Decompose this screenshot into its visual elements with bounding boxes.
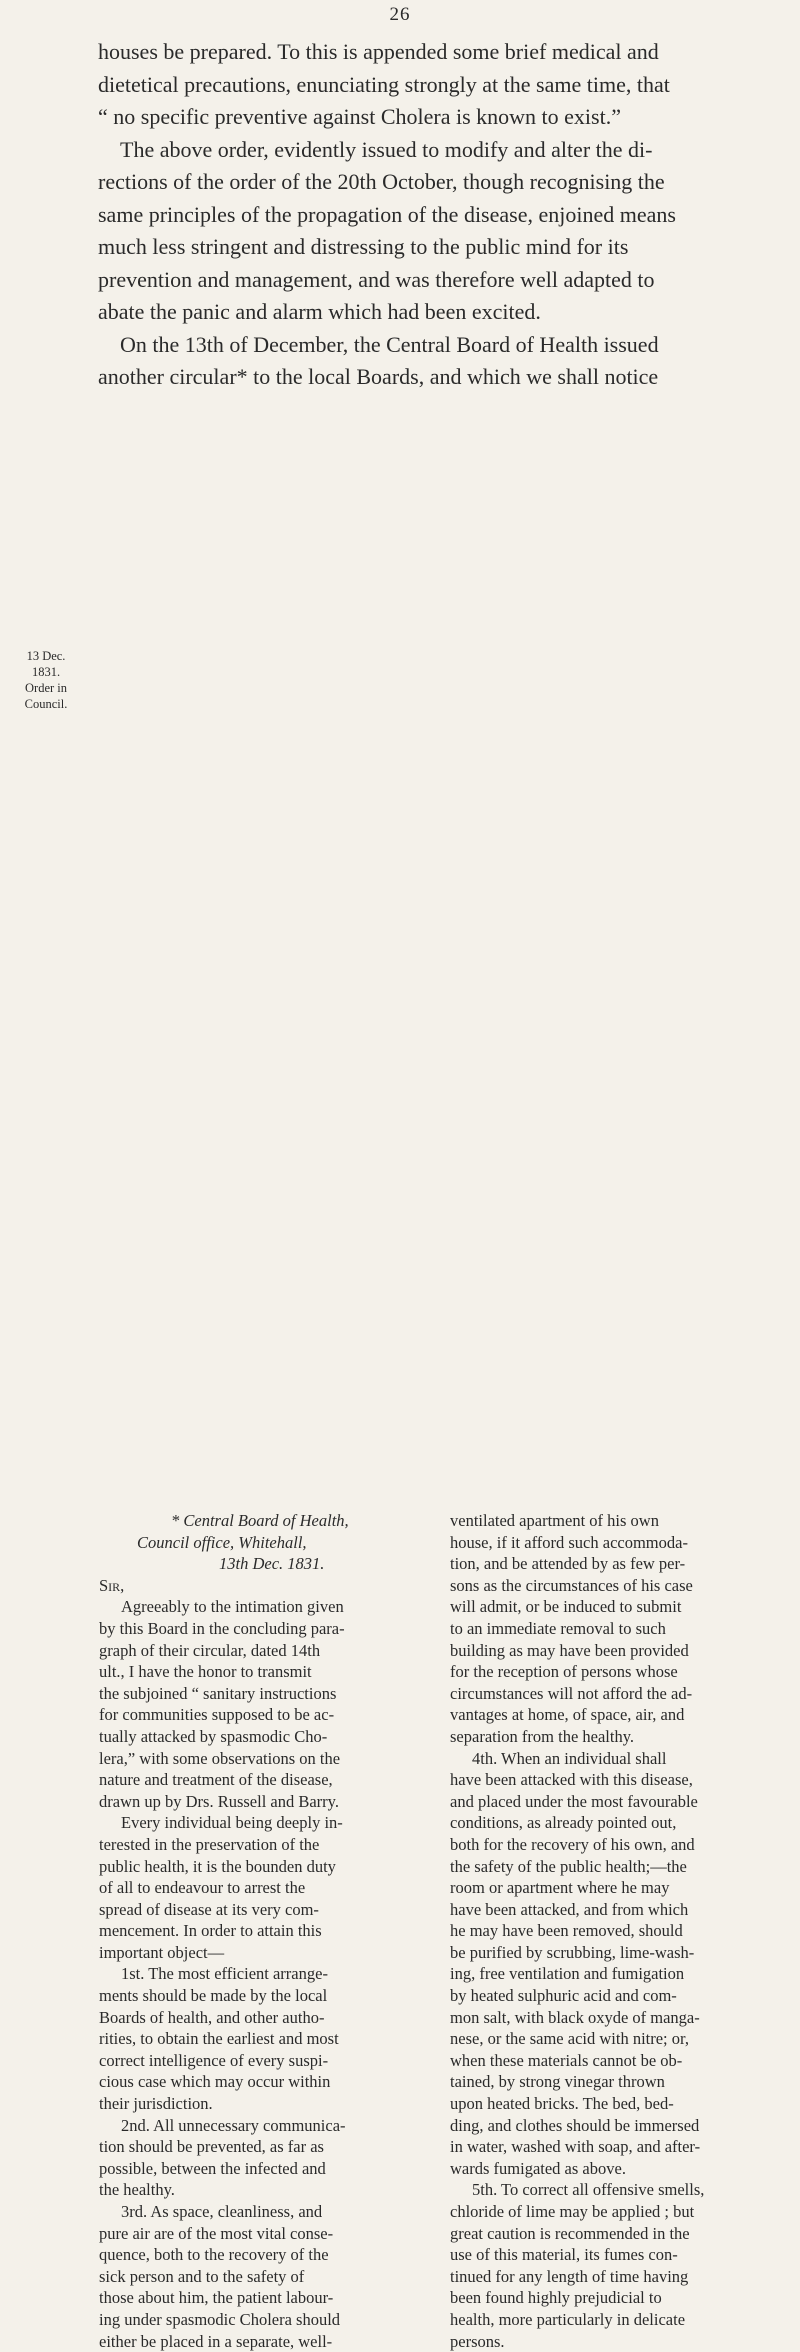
footnote-line: quence, both to the recovery of the bbox=[99, 2245, 329, 2265]
footnote-line: graph of their circular, dated 14th bbox=[99, 1640, 321, 1660]
footnote-line: health, more particularly in delicate bbox=[450, 2309, 686, 2329]
main-line: rections of the order of the 20th October, though recognising the bbox=[98, 169, 665, 194]
footnote-line: great caution is recommended in the bbox=[450, 2223, 690, 2243]
footnote-line: sick person and to the safety of bbox=[99, 2266, 305, 2286]
footnote-line: possible, between the infected and bbox=[99, 2158, 326, 2178]
footnote-line: will admit, or be induced to submit bbox=[450, 1597, 682, 1617]
footnote-line: the safety of the public health;—the bbox=[450, 1856, 687, 1876]
footnote-line: when these materials cannot be ob- bbox=[450, 2050, 683, 2070]
footnote-line: both for the recovery of his own, and bbox=[450, 1834, 695, 1854]
footnote-line: important object— bbox=[99, 1942, 225, 1962]
footnote-line: 1st. The most efficient arrange- bbox=[121, 1964, 328, 1984]
footnote-line: by this Board in the concluding para- bbox=[99, 1618, 345, 1638]
footnote-salutation: Sir, bbox=[99, 1575, 125, 1595]
footnote-line: separation from the healthy. bbox=[450, 1726, 635, 1746]
main-line: dietetical precautions, enunciating strongly at the same time, that bbox=[98, 71, 670, 97]
footnote-line: mon salt, with black oxyde of manga- bbox=[450, 2007, 700, 2027]
page-number: 26 bbox=[389, 4, 411, 25]
footnote-line: use of this material, its fumes con- bbox=[450, 2245, 678, 2265]
footnote-line: have been attacked with this disease, bbox=[450, 1770, 693, 1790]
margin-note bbox=[10, 648, 82, 712]
footnote-line: Boards of health, and other autho- bbox=[99, 2007, 325, 2027]
footnote-line: rities, to obtain the earliest and most bbox=[99, 2029, 339, 2049]
footnote-line: building as may have been provided bbox=[450, 1640, 689, 1660]
footnote-right-lines bbox=[450, 1510, 768, 2352]
footnote-line: and placed under the most favourable bbox=[450, 1791, 698, 1811]
footnote-line: tion, and be attended by as few per- bbox=[450, 1554, 686, 1574]
footnote-line: their jurisdiction. bbox=[99, 2094, 213, 2114]
main-line: “ no specific preventive against Cholera is known to exist.” bbox=[98, 104, 621, 129]
footnote-date: 13th Dec. 1831. bbox=[219, 1554, 325, 1574]
main-line: same principles of the propagation of the disease, enjoined means bbox=[98, 201, 676, 227]
footnote-line: tained, by strong vinegar thrown bbox=[450, 2072, 665, 2092]
footnote-line: he may have been removed, should bbox=[450, 1921, 683, 1941]
footnote-line: wards fumigated as above. bbox=[450, 2158, 626, 2178]
footnote-line: been found highly prejudicial to bbox=[450, 2288, 662, 2308]
footnote-left-column bbox=[99, 1510, 417, 2352]
footnote-line: the healthy. bbox=[99, 2180, 175, 2200]
footnote-line: lera,” with some observations on the bbox=[99, 1748, 341, 1768]
footnote-line: for the reception of persons whose bbox=[450, 1662, 678, 1682]
footnote-line: in water, washed with soap, and after- bbox=[450, 2137, 701, 2157]
footnote-line: tually attacked by spasmodic Cho- bbox=[99, 1726, 328, 1746]
footnote-line: tion should be prevented, as far as bbox=[99, 2137, 324, 2157]
footnote-right-column bbox=[450, 1510, 768, 2352]
margin-note-line: Order in bbox=[25, 681, 67, 695]
footnote-line: ing under spasmodic Cholera should bbox=[99, 2309, 341, 2329]
footnote-line: tinued for any length of time having bbox=[450, 2266, 689, 2286]
footnote-line: spread of disease at its very com- bbox=[99, 1899, 319, 1919]
footnote-line: ing, free ventilation and fumigation bbox=[450, 1964, 685, 1984]
footnote-line: Every individual being deeply in- bbox=[121, 1813, 343, 1833]
margin-note-line: 1831. bbox=[31, 665, 61, 679]
footnote-line: either be placed in a separate, well- bbox=[99, 2331, 333, 2351]
footnote-heading: Council office, Whitehall, bbox=[137, 1532, 307, 1552]
main-line: The above order, evidently issued to modify and alter the di- bbox=[120, 136, 653, 162]
footnote-line: nese, or the same acid with nitre; or, bbox=[450, 2029, 689, 2049]
footnote-line: house, if it afford such accommoda- bbox=[450, 1532, 688, 1552]
footnote-line: 2nd. All unnecessary communica- bbox=[121, 2115, 346, 2135]
main-line: houses be prepared. To this is appended some brief medical and bbox=[98, 39, 659, 64]
footnote-line: pure air are of the most vital conse- bbox=[99, 2223, 334, 2243]
footnote-line: chloride of lime may be applied ; but bbox=[450, 2202, 695, 2221]
footnote-line: public health, it is the bounden duty bbox=[99, 1856, 336, 1876]
footnote-line: Agreeably to the intimation given bbox=[121, 1597, 344, 1617]
footnote-line: conditions, as already pointed out, bbox=[450, 1813, 677, 1833]
main-line: abate the panic and alarm which had been excited. bbox=[98, 299, 541, 324]
footnote-line: 5th. To correct all offensive smells, bbox=[472, 2180, 705, 2200]
footnote-line: mencement. In order to attain this bbox=[99, 1921, 322, 1941]
footnote-line: ventilated apartment of his own bbox=[450, 1511, 659, 1530]
footnote-line: correct intelligence of every suspi- bbox=[99, 2050, 329, 2070]
footnote-line: upon heated bricks. The bed, bed- bbox=[450, 2094, 674, 2114]
footnote-line: be purified by scrubbing, lime-wash- bbox=[450, 1942, 695, 1962]
main-line: prevention and management, and was therefore well adapted to bbox=[98, 266, 655, 292]
footnote-line: the subjoined “ sanitary instructions bbox=[99, 1683, 337, 1703]
footnote-line: ult., I have the honor to transmit bbox=[99, 1662, 312, 1682]
footnote-left-lines bbox=[99, 1596, 417, 2352]
footnote-line: for communities supposed to be ac- bbox=[99, 1705, 335, 1725]
main-line: On the 13th of December, the Central Board of Health issued bbox=[120, 331, 659, 357]
footnote-line: vantages at home, of space, air, and bbox=[450, 1705, 685, 1725]
footnote-line: terested in the preservation of the bbox=[99, 1834, 320, 1854]
footnote-line: to an immediate removal to such bbox=[450, 1618, 666, 1638]
footnote-line: drawn up by Drs. Russell and Barry. bbox=[99, 1791, 339, 1811]
footnote-line: have been attacked, and from which bbox=[450, 1899, 689, 1919]
footnote-line: by heated sulphuric acid and com- bbox=[450, 1986, 677, 2006]
footnote-line: sons as the circumstances of his case bbox=[450, 1575, 693, 1595]
footnote-line: cious case which may occur within bbox=[99, 2072, 331, 2092]
footnote-line: room or apartment where he may bbox=[450, 1878, 670, 1898]
footnote-line: nature and treatment of the disease, bbox=[99, 1770, 333, 1790]
footnote-line: 3rd. As space, cleanliness, and bbox=[121, 2202, 323, 2221]
footnote-line: of all to endeavour to arrest the bbox=[99, 1878, 306, 1898]
footnote-line: persons. bbox=[450, 2331, 505, 2351]
footnote-line: circumstances will not afford the ad- bbox=[450, 1683, 693, 1703]
main-line: another circular* to the local Boards, and which we shall notice bbox=[98, 364, 659, 389]
footnote-heading: * Central Board of Health, bbox=[171, 1511, 349, 1530]
margin-note-line: Council. bbox=[24, 697, 68, 711]
footnote-line: 4th. When an individual shall bbox=[472, 1748, 667, 1768]
footnote-line: ments should be made by the local bbox=[99, 1986, 328, 2006]
main-paragraphs bbox=[98, 36, 768, 394]
footnote-line: ding, and clothes should be immersed bbox=[450, 2115, 700, 2135]
margin-note-line: 13 Dec. bbox=[26, 649, 66, 663]
footnote-line: those about him, the patient labour- bbox=[99, 2288, 334, 2308]
main-line: much less stringent and distressing to the public mind for its bbox=[98, 234, 629, 259]
